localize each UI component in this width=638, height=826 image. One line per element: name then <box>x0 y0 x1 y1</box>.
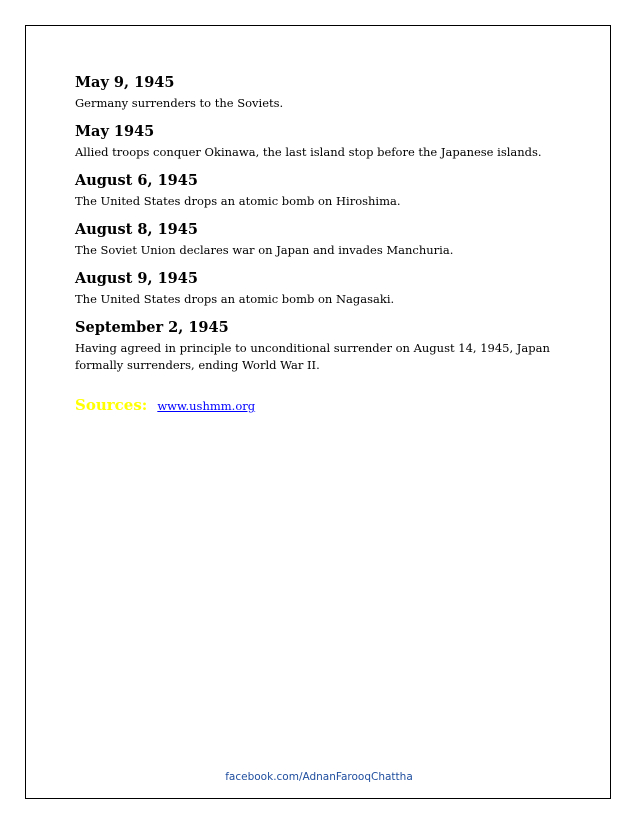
entry-text: Allied troops conquer Okinawa, the last island stop before the Japanese islands. <box>75 145 542 159</box>
entry-text: The Soviet Union declares war on Japan and invades Manchuria. <box>75 243 454 257</box>
entry-date: May 9, 1945 <box>75 74 175 91</box>
sources-label: Sources: <box>75 396 148 414</box>
entry-date: September 2, 1945 <box>75 319 229 336</box>
entry-text: Having agreed in principle to unconditional surrender on August 14, 1945, Japan formally surrenders, ending World War II. <box>75 341 550 372</box>
timeline-entry <box>75 318 575 374</box>
timeline-entry <box>75 269 575 308</box>
entry-text: The United States drops an atomic bomb on Hiroshima. <box>75 194 401 208</box>
entry-date: August 8, 1945 <box>75 221 198 238</box>
sources-link[interactable]: www.ushmm.org <box>157 399 256 413</box>
timeline-entry <box>75 220 575 259</box>
timeline-entry <box>75 73 575 112</box>
entry-text: The United States drops an atomic bomb on Nagasaki. <box>75 292 395 306</box>
entry-date: August 6, 1945 <box>75 172 198 189</box>
entry-text: Germany surrenders to the Soviets. <box>75 96 284 110</box>
timeline-entry <box>75 122 575 161</box>
timeline-content <box>75 73 575 414</box>
entry-date: May 1945 <box>75 123 155 140</box>
sources-line <box>75 396 575 414</box>
page-footer: facebook.com/AdnanFarooqChattha <box>225 771 413 783</box>
entry-date: August 9, 1945 <box>75 270 198 287</box>
timeline-entry <box>75 171 575 210</box>
